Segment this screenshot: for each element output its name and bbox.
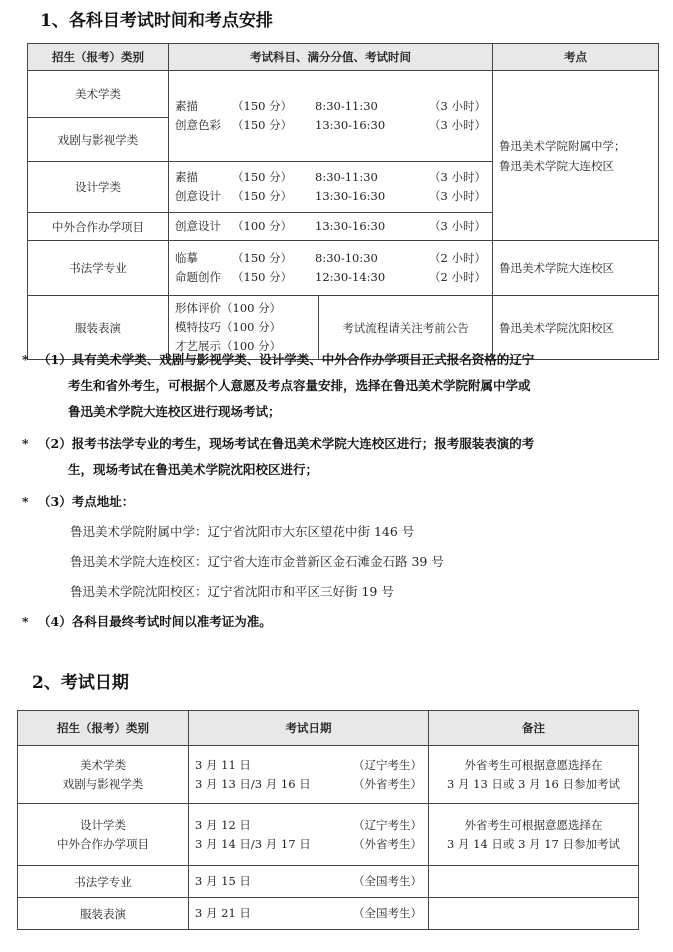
exam-duration: （3 小时）	[429, 118, 486, 132]
date-line	[195, 872, 422, 891]
exam-line	[175, 268, 486, 287]
category-drama: 戏剧与影视学类	[28, 118, 169, 162]
category-name: 设计学类	[80, 817, 126, 832]
note-text: （4）各科目最终考试时间以准考证为准。	[38, 614, 272, 629]
date-line	[195, 835, 422, 854]
date-row-dates	[189, 746, 429, 804]
exam-line	[175, 187, 486, 206]
note-1	[22, 347, 662, 425]
venue-line: 鲁迅美术学院附属中学；	[499, 138, 626, 153]
header-date: 考试日期	[189, 711, 429, 746]
exam-duration: （3 小时）	[429, 189, 486, 203]
category-fashion: 服装表演	[28, 296, 169, 360]
date-value: 3 月 11 日	[195, 757, 251, 772]
date-line	[195, 904, 422, 923]
note-star: *	[22, 614, 29, 629]
note-text: 生，现场考试在鲁迅美术学院沈阳校区进行；	[68, 462, 319, 477]
date-value: 3 月 14 日/3 月 17 日	[195, 836, 311, 851]
exam-line: 形体评价（100 分）	[175, 301, 282, 315]
date-audience: （辽宁考生）	[353, 757, 422, 772]
exam-line	[175, 217, 486, 236]
date-audience: （全国考生）	[353, 874, 422, 888]
section2-heading: 2、考试日期	[32, 673, 129, 693]
exam-line: 模特技巧（100 分）	[175, 320, 282, 334]
exam-time: 13:30-16:30	[315, 219, 386, 233]
category-name: 美术学类	[80, 757, 126, 772]
exam-subject: 临摹	[175, 251, 198, 265]
date-row-dates	[189, 898, 429, 930]
header-remark: 备注	[429, 711, 639, 746]
date-audience: （全国考生）	[353, 906, 422, 920]
note-text: （1）具有美术学类、戏剧与影视学类、设计学类、中外合作办学项目正式报名资格的辽宁	[38, 352, 535, 367]
exam-time: 13:30-16:30	[315, 118, 386, 132]
exam-cell-coop	[169, 213, 493, 241]
note-text: （2）报考书法学专业的考生，现场考试在鲁迅美术学院大连校区进行；报考服装表演的考	[38, 436, 535, 451]
date-line	[195, 775, 422, 794]
exam-time: 8:30-11:30	[315, 170, 378, 184]
exam-line: 才艺展示（100 分）	[175, 339, 282, 353]
remark-line: 外省考生可根据意愿选择在	[464, 817, 603, 832]
category-name: 戏剧与影视学类	[62, 776, 144, 791]
date-value: 3 月 13 日/3 月 16 日	[195, 776, 311, 791]
date-row-category: 服装表演	[18, 898, 189, 930]
date-line	[195, 756, 422, 775]
venue-group1	[493, 71, 659, 241]
exam-score: （150 分）	[232, 251, 293, 265]
category-coop: 中外合作办学项目	[28, 213, 169, 241]
date-value: 3 月 21 日	[195, 906, 251, 920]
remark-line: 外省考生可根据意愿选择在	[464, 757, 603, 772]
exam-subject: 命题创作	[175, 270, 221, 284]
note-star: *	[22, 436, 29, 451]
notes-block	[22, 347, 662, 635]
address-line: 鲁迅美术学院沈阳校区：辽宁省沈阳市和平区三好街 19 号	[70, 584, 394, 599]
exam-score: （150 分）	[232, 170, 293, 184]
exam-cell-art-drama	[169, 71, 493, 162]
section1-heading: 1、各科目考试时间和考点安排	[40, 11, 273, 31]
date-row-remark	[429, 804, 639, 866]
exam-cell-design	[169, 162, 493, 213]
venue-calligraphy: 鲁迅美术学院大连校区	[493, 241, 659, 296]
date-row-dates	[189, 804, 429, 866]
note-text: 考生和省外考生，可根据个人意愿及考点容量安排，选择在鲁迅美术学院附属中学或	[68, 378, 531, 393]
exam-duration: （3 小时）	[429, 99, 486, 113]
date-row-remark	[429, 866, 639, 898]
note-star: *	[22, 494, 29, 509]
date-row-category	[18, 746, 189, 804]
address-line: 鲁迅美术学院大连校区：辽宁省大连市金普新区金石滩金石路 39 号	[70, 554, 444, 569]
exam-score: （150 分）	[232, 189, 293, 203]
address-line: 鲁迅美术学院附属中学：辽宁省沈阳市大东区望花中街 146 号	[70, 524, 415, 539]
note-3	[22, 489, 662, 515]
exam-score: （150 分）	[232, 270, 293, 284]
exam-subject: 创意设计	[175, 219, 221, 233]
note-text: 鲁迅美术学院大连校区进行现场考试；	[68, 404, 281, 419]
exam-time: 8:30-11:30	[315, 99, 378, 113]
exam-date-table	[17, 710, 639, 930]
exam-subject: 素描	[175, 99, 198, 113]
exam-duration: （2 小时）	[429, 251, 486, 265]
date-row-category	[18, 804, 189, 866]
exam-line	[175, 249, 486, 268]
date-value: 3 月 12 日	[195, 817, 251, 832]
category-calligraphy: 书法学专业	[28, 241, 169, 296]
remark-line: 3 月 13 日或 3 月 16 日参加考试	[447, 776, 620, 791]
exam-duration: （3 小时）	[429, 170, 486, 184]
category-art: 美术学类	[28, 71, 169, 118]
note-4	[22, 609, 662, 635]
exam-score: （150 分）	[232, 99, 293, 113]
exam-subject: 创意色彩	[175, 118, 221, 132]
exam-subject: 创意设计	[175, 189, 221, 203]
exam-time: 13:30-16:30	[315, 189, 386, 203]
date-audience: （辽宁考生）	[353, 817, 422, 832]
venue-line: 鲁迅美术学院大连校区	[499, 158, 614, 173]
category-name: 中外合作办学项目	[57, 836, 149, 851]
date-row-category: 书法学专业	[18, 866, 189, 898]
exam-line	[175, 168, 486, 187]
exam-note-fashion: 考试流程请关注考前公告	[319, 296, 493, 360]
exam-cell-calligraphy	[169, 241, 493, 296]
date-audience: （外省考生）	[353, 836, 422, 851]
date-row-remark	[429, 746, 639, 804]
exam-duration: （2 小时）	[429, 270, 486, 284]
exam-schedule-table	[27, 43, 659, 360]
note-star: *	[22, 352, 29, 367]
exam-score: （100 分）	[232, 219, 293, 233]
exam-line	[175, 97, 486, 116]
exam-subject: 素描	[175, 170, 198, 184]
venue-fashion: 鲁迅美术学院沈阳校区	[493, 296, 659, 360]
exam-duration: （3 小时）	[429, 219, 486, 233]
date-row-remark	[429, 898, 639, 930]
header-category: 招生（报考）类别	[18, 711, 189, 746]
header-category: 招生（报考）类别	[28, 44, 169, 71]
exam-score: （150 分）	[232, 118, 293, 132]
exam-line	[175, 116, 486, 135]
note-text: （3）考点地址：	[38, 494, 135, 509]
date-row-dates	[189, 866, 429, 898]
note-2	[22, 431, 662, 483]
exam-time: 12:30-14:30	[315, 270, 386, 284]
header-subjects: 考试科目、满分分值、考试时间	[169, 44, 493, 71]
category-design: 设计学类	[28, 162, 169, 213]
date-value: 3 月 15 日	[195, 874, 251, 888]
date-line	[195, 816, 422, 835]
exam-time: 8:30-10:30	[315, 251, 378, 265]
remark-line: 3 月 14 日或 3 月 17 日参加考试	[447, 836, 620, 851]
header-venue: 考点	[493, 44, 659, 71]
date-audience: （外省考生）	[353, 776, 422, 791]
